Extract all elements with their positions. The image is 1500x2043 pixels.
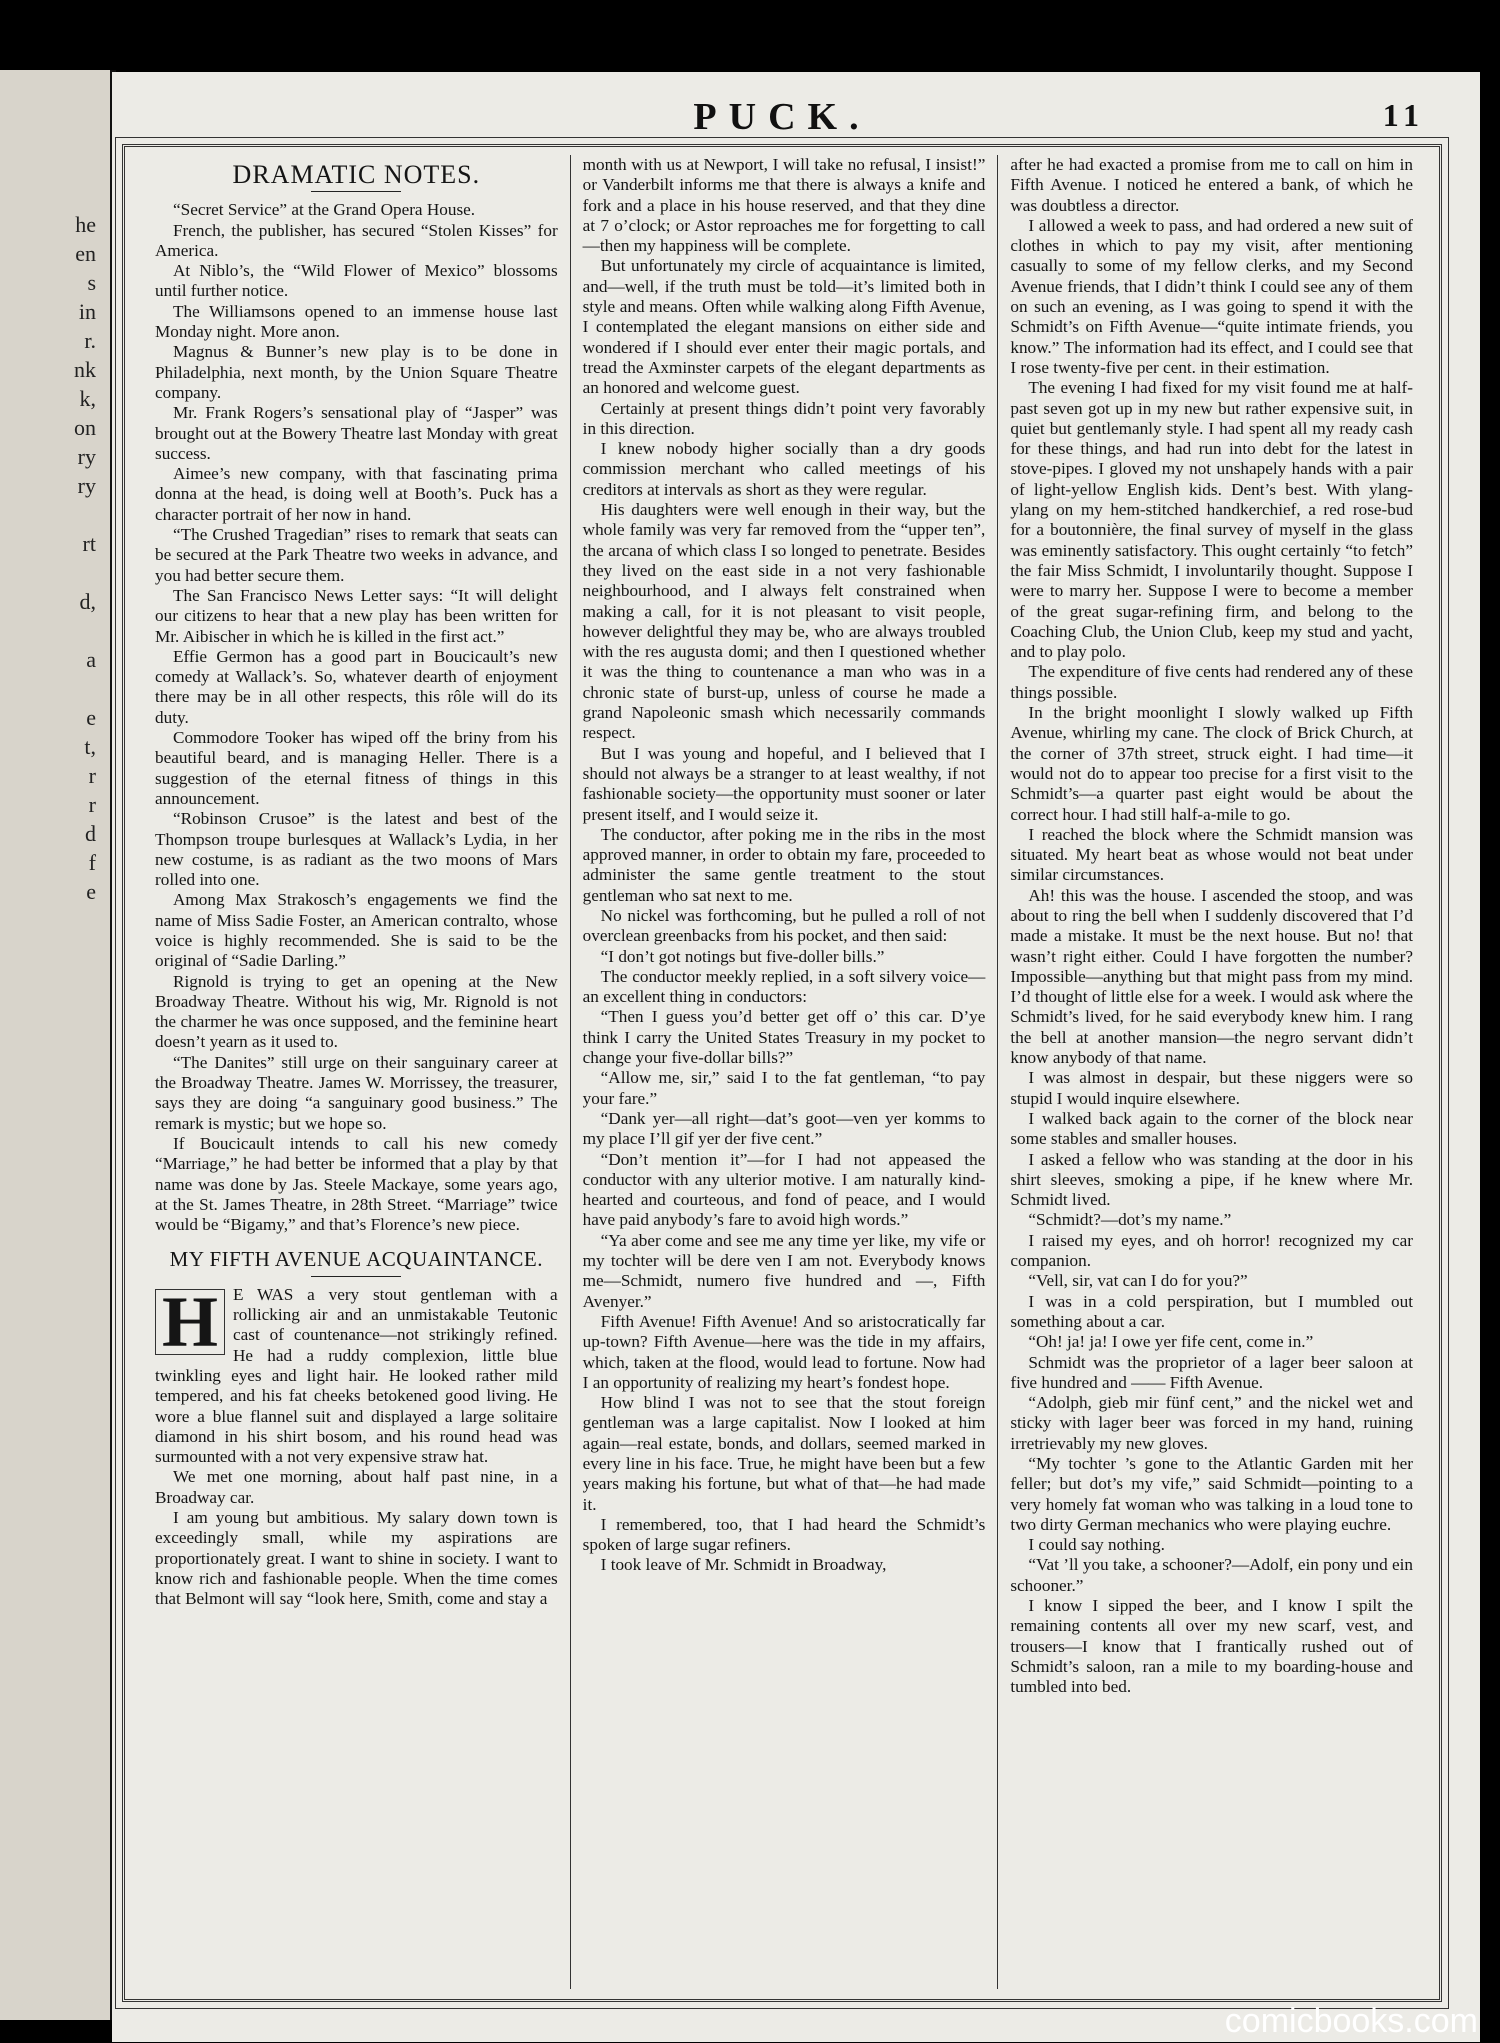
- column-2: [570, 155, 998, 1989]
- paragraph: “Dank yer—all right—dat’s goot—ven yer komms to my place I’ll gif yer der five cent.”: [582, 1108, 986, 1149]
- paragraph: “Oh! ja! ja! I owe yer fife cent, come in.”: [1028, 1332, 1314, 1352]
- paragraph: “Robinson Crusoe” is the latest and best of the Thompson troupe burlesques at Wallack’s Lydia, in her new costume, is as radiant as the two moons of Mars rolled into one.: [155, 809, 558, 890]
- paragraph: The conductor, after poking me in the ribs in the most approved manner, in order to obtain my fare, proceeded to administer the same gentle treatment to the stout gentleman who sat next to me.: [582, 824, 986, 905]
- paragraph: “My tochter ’s gone to the Atlantic Garden mit her feller; but dot’s my vife,” said Schmidt—pointing to a very homely fat woman who was talking in a loud tone to two dirty German mechanics who were playing euchre.: [1010, 1454, 1414, 1534]
- paragraph: French, the publisher, has secured “Stolen Kisses” for America.: [155, 220, 558, 260]
- masthead: [125, 87, 1439, 137]
- paragraph: I walked back again to the corner of the block near some stables and smaller houses.: [1010, 1108, 1414, 1149]
- paragraph: Magnus & Bunner’s new play is to be done in Philadelphia, next month, by the Union Square Theatre company.: [155, 342, 558, 402]
- adjacent-page-text: he en s in r. nk k, on ry ry rt d, a e t, r r d f e: [74, 212, 96, 904]
- paragraph: I asked a fellow who was standing at the door in his shirt sleeves, smoking a pipe, if he knew where Mr. Schmidt lived.: [1010, 1149, 1414, 1210]
- paragraph: Aimee’s new company, with that fascinating prima donna at the head, is doing well at Booth’s. Puck has a character portrait of her now in hand.: [155, 464, 558, 524]
- paragraph: The San Francisco News Letter says: “It will delight our citizens to hear that a new play has been written for Mr. Aibischer in which he is killed in the first act.”: [155, 585, 558, 646]
- masthead-title: PUCK.: [693, 96, 871, 138]
- paragraph: Certainly at present things didn’t point very favorably in this direction.: [582, 398, 986, 438]
- paragraph: “The Crushed Tragedian” rises to remark that seats can be secured at the Park Theatre two weeks in advance, and you had better secure them.: [155, 525, 558, 585]
- paragraph: Schmidt was the proprietor of a lager beer saloon at five hundred and —— Fifth Avenue.: [1010, 1352, 1414, 1392]
- paragraph: I reached the block where the Schmidt mansion was situated. My heart beat as whose would not beat under similar circumstances.: [1010, 824, 1414, 885]
- paragraph: “Ya aber come and see me any time yer like, my vife or my tochter will be dere ven I am not. Everybody knows me—Schmidt, numero five hundred and —, Fifth Avenyer.”: [582, 1230, 986, 1311]
- paragraph: I know I sipped the beer, and I know I spilt the remaining contents all over my new scarf, vest, and trousers—I know that I frantically rushed out of Schmidt’s saloon, ran a mile to my boarding-house and tumbled into bed.: [1010, 1596, 1414, 1697]
- story-opening: [155, 1281, 558, 1610]
- paragraph: I knew nobody higher socially than a dry goods commission merchant who called meetings of his creditors at intervals as short as they were regular.: [582, 439, 986, 499]
- paragraph: We met one morning, about half past nine, in a Broadway car.: [155, 1467, 558, 1507]
- paragraph: “Adolph, gieb mir fünf cent,” and the nickel wet and sticky with lager beer was forced in my hand, ruining irretrievably my new gloves.: [1010, 1393, 1414, 1453]
- paragraph: “The Danites” still urge on their sanguinary career at the Broadway Theatre. James W. Morrissey, the treasurer, says they are doing “a sanguinary good business.” The remark is mystic; but we hope so.: [155, 1052, 558, 1133]
- paragraph: Among Max Strakosch’s engagements we find the name of Miss Sadie Foster, an American contralto, whose voice is highly recommended. She is said to be the original of “Sadie Darling.”: [155, 890, 558, 971]
- paragraph: “Vell, sir, vat can I do for you?”: [1028, 1271, 1248, 1291]
- column-3: [997, 155, 1425, 1989]
- paragraph: “Don’t mention it”—for I had not appeased the conductor with any ulterior motive. I am naturally kind-hearted and courteous, and fond of peace, and I would have paid anybody’s fare to avoid high words.”: [582, 1149, 986, 1230]
- paragraph: I could say nothing.: [1028, 1535, 1165, 1555]
- paragraph: Effie Germon has a good part in Boucicault’s new comedy at Wallack’s. So, whatever dearth of enjoyment there may be in all other respects, this rôle will do its duty.: [155, 646, 558, 727]
- column-1: [143, 155, 570, 1989]
- heading-rule: [311, 191, 401, 192]
- text-columns: [143, 155, 1425, 1989]
- paragraph: The expenditure of five cents had rendered any of these things possible.: [1010, 662, 1414, 702]
- paragraph: Commodore Tooker has wiped off the briny from his beautiful beard, and is managing Heller. There is a suggestion of the eternal fitness of things in this announcement.: [155, 728, 558, 808]
- paragraph: But I was young and hopeful, and I believed that I should not always be a stranger to at least wealthy, if not fashionable society—the opportunity must sooner or later present itself, and I would seize it.: [582, 743, 986, 824]
- magazine-page: [112, 72, 1480, 2042]
- dramatic-notes-heading: DRAMATIC NOTES.: [232, 160, 481, 189]
- site-watermark: comicbooks.com: [1224, 2002, 1478, 2040]
- paragraph: “Secret Service” at the Grand Opera House.: [173, 200, 476, 220]
- paragraph: If Boucicault intends to call his new comedy “Marriage,” he had better be informed that a play by that name was done by Jas. Steele Mackaye, some years ago, at the St. James Theatre, in 28th Street. “Marriage” twice would be “Bigamy,” and that’s Florence’s new piece.: [155, 1133, 558, 1235]
- dramatic-notes-body: [155, 200, 558, 1235]
- paragraph: “Schmidt?—dot’s my name.”: [1028, 1210, 1232, 1230]
- paragraph: The Williamsons opened to an immense house last Monday night. More anon.: [155, 301, 558, 342]
- paragraph: The evening I had fixed for my visit found me at half-past seven got up in my new but rather expensive suit, in quiet but gentlemanly style. I had spent all my ready cash for these things, and had run into debt for the latest in stove-pipes. I gloved my not unshapely hands with a pair of light-yellow English kids. Dent’s best. With ylang-ylang on my hem-stitched handkerchief, a red rose-bud for a boutonnière, the final survey of myself in the glass was eminently satisfactory. This ought certainly “to fetch” the fair Miss Schmidt, I involuntarily thought. Suppose I were to marry her. Suppose I were to become a member of the great sugar-refining firm, and belong to the Coaching Club, the Union Club, keep my stud and yacht, and to play polo.: [1010, 378, 1414, 662]
- paragraph: after he had exacted a promise from me to call on him in Fifth Avenue. I noticed he entered a bank, of which he was doubtless a director.: [1010, 155, 1414, 215]
- story-heading-rule: [311, 1276, 401, 1277]
- paragraph: I raised my eyes, and oh horror! recognized my car companion.: [1010, 1230, 1414, 1271]
- paragraph: I am young but ambitious. My salary down town is exceedingly small, while my aspirations are proportionately great. I want to shine in society. I want to know rich and fashionable people. When the time comes that Belmont will say “look here, Smith, come and stay a: [155, 1508, 558, 1609]
- paragraph: I allowed a week to pass, and had ordered a new suit of clothes in which to pay my visit, after mentioning casually to some of my fellow clerks, and my Second Avenue friends, that I didn’t think I could see any of them on such an evening, as I was going to spend it with the Schmidt’s on Fifth Avenue—“quite intimate friends, you know.” The information had its effect, and I could see that I rose twenty-five per cent. in their estimation.: [1010, 215, 1414, 377]
- paragraph: But unfortunately my circle of acquaintance is limited, and—well, if the truth must be told—it’s limited both in style and means. Often while walking along Fifth Avenue, I contemplated the elegant mansions on either side and wondered if I should ever enter their magic portals, and tread the Axminster carpets of the elegant departments as an honored and welcome guest.: [582, 256, 986, 398]
- paragraph: The conductor meekly replied, in a soft silvery voice—an excellent thing in conductors:: [582, 966, 986, 1007]
- paragraph: In the bright moonlight I slowly walked up Fifth Avenue, whirling my cane. The clock of Brick Church, at the corner of 37th street, struck eight. I had time—it would not do to appear too precise for a first visit to the Schmidt’s—a quarter past eight would be about the correct hour. I had still half-a-mile to go.: [1010, 703, 1414, 824]
- paragraph: Rignold is trying to get an opening at the New Broadway Theatre. Without his wig, Mr. Rignold is not the charmer he was once supposed, and the feminine heart doesn’t yearn as it used to.: [155, 971, 558, 1052]
- paragraph: How blind I was not to see that the stout foreign gentleman was a large capitalist. Now I looked at him again—real estate, bonds, and dollars, seemed marked in every line in his face. True, he might have been but a few years making his fortune, but what of that—he had made it.: [582, 1393, 986, 1514]
- adjacent-page-edge: [0, 70, 116, 2020]
- paragraph: No nickel was forthcoming, but he pulled a roll of not overclean greenbacks from his pocket, and then said:: [582, 905, 986, 946]
- paragraph: Mr. Frank Rogers’s sensational play of “Jasper” was brought out at the Bowery Theatre last Monday with great success.: [155, 403, 558, 463]
- paragraph: Fifth Avenue! Fifth Avenue! And so aristocratically far up-town? Fifth Avenue—here was the tide in my affairs, which, taken at the flood, would lead to fortune. Now had I an opportunity of realizing my heart’s fondest hope.: [582, 1311, 986, 1392]
- story-heading: MY FIFTH AVENUE ACQUAINTANCE.: [169, 1247, 543, 1272]
- paragraph: E WAS a very stout gentleman with a rollicking air and an unmistakable Teutonic cast of countenance—not strikingly refined. He had a ruddy complexion, little blue twinkling eyes and light hair. He looked rather mild tempered, and his fat cheeks betokened good living. He wore a blue flannel suit and displayed a large solitaire diamond in his shirt bosom, and his round head was surmounted with a not very expensive straw hat.: [155, 1284, 558, 1467]
- paragraph: “Vat ’ll you take, a schooner?—Adolf, ein pony und ein schooner.”: [1010, 1555, 1414, 1595]
- page-number: 11: [1382, 97, 1425, 133]
- page-frame: [122, 96, 1442, 2002]
- paragraph: I was in a cold perspiration, but I mumbled out something about a car.: [1010, 1291, 1414, 1331]
- paragraph: I took leave of Mr. Schmidt in Broadway,: [600, 1555, 887, 1575]
- paragraph: I remembered, too, that I had heard the Schmidt’s spoken of large sugar refiners.: [582, 1514, 986, 1555]
- paragraph: Ah! this was the house. I ascended the stoop, and was about to ring the bell when I suddenly discovered that I’d made a mistake. It must be the next house. But no! that wasn’t right either. Could I have forgotten the number? Impossible—anything but that might pass from my mind. I’d thought of little else for a week. I would ask where the Schmidt’s lived, for he said everybody knew him. I rang the bell at another mansion—the negro servant didn’t know anybody of that name.: [1010, 885, 1414, 1068]
- paragraph: I was almost in despair, but these niggers were so stupid I would inquire elsewhere.: [1010, 1068, 1414, 1108]
- paragraph: month with us at Newport, I will take no refusal, I insist!” or Vanderbilt informs me that there is always a knife and fork and a place in his house reserved, and that they dine at 7 o’clock; or Astor reproaches me for forgetting to call—then my happiness will be complete.: [582, 155, 986, 256]
- drop-cap: H: [155, 1289, 225, 1355]
- paragraph: “I don’t got notings but five-doller bills.”: [600, 946, 885, 966]
- paragraph: “Then I guess you’d better get off o’ this car. D’ye think I carry the United States Treasury in my pocket to change your five-dollar bills?”: [582, 1007, 986, 1068]
- paragraph: His daughters were well enough in their way, but the whole family was very far removed from the “upper ten”, the arcana of which class I so longed to penetrate. Besides they lived on the east side in a not very fashionable neighbourhood, and I always felt constrained when making a call, for it is not pleasant to visit people, however delightful they may be, who are always troubled with the res augusta domi; and then I questioned whether it was the thing to countenance a man who was in a chronic state of burst-up, unless of course he made a grand Napoleonic smash which necessarily commands respect.: [582, 500, 986, 743]
- paragraph: At Niblo’s, the “Wild Flower of Mexico” blossoms until further notice.: [155, 261, 558, 301]
- paragraph: “Allow me, sir,” said I to the fat gentleman, “to pay your fare.”: [582, 1068, 986, 1108]
